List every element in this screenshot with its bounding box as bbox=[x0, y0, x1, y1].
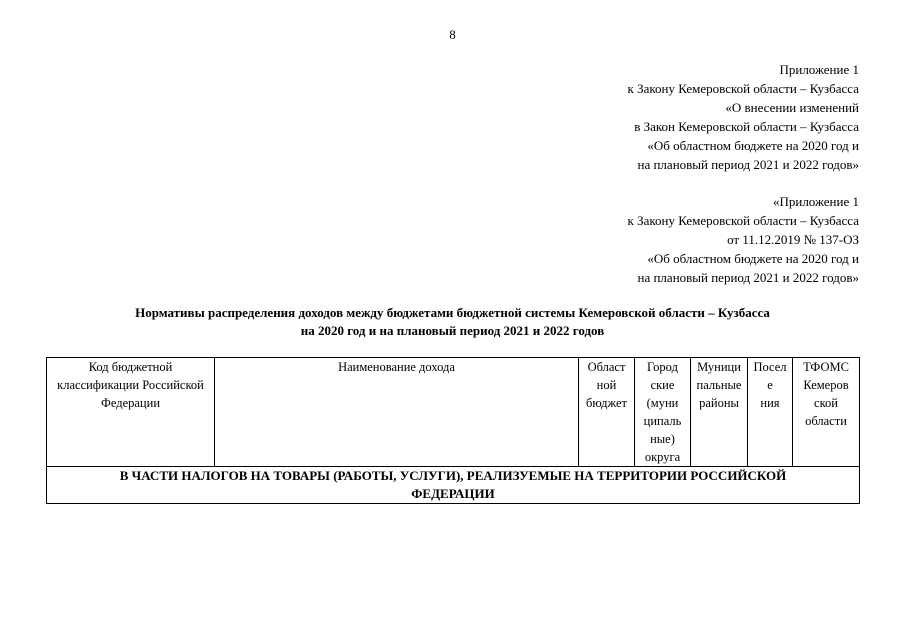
page-number: 8 bbox=[449, 27, 456, 42]
section-heading: В ЧАСТИ НАЛОГОВ НА ТОВАРЫ (РАБОТЫ, УСЛУГИ), РЕАЛИЗУЕМЫЕ НА ТЕРРИТОРИИ РОССИЙСКОЙ ФЕДЕРАЦИИ bbox=[47, 467, 860, 504]
appendix-header-line: в Закон Кемеровской области – Кузбасса bbox=[634, 119, 859, 134]
column-header-urban-districts: Город ские (муни ципаль ные) округа bbox=[635, 358, 691, 467]
table-header-row bbox=[47, 358, 860, 467]
appendix-original-line: к Закону Кемеровской области – Кузбасса bbox=[627, 213, 859, 228]
column-header-income-name: Наименование дохода bbox=[215, 358, 579, 467]
appendix-header-line: к Закону Кемеровской области – Кузбасса bbox=[627, 81, 859, 96]
appendix-header-line: «О внесении изменений bbox=[725, 100, 859, 115]
appendix-header-line: «Об областном бюджете на 2020 год и bbox=[647, 138, 859, 153]
appendix-header bbox=[439, 60, 859, 174]
appendix-original-line: «Об областном бюджете на 2020 год и bbox=[647, 251, 859, 266]
revenue-distribution-table bbox=[46, 357, 860, 504]
table-section-row bbox=[47, 467, 860, 504]
column-header-settlements: Посел е ния bbox=[748, 358, 793, 467]
appendix-header-line: на плановый период 2021 и 2022 годов» bbox=[637, 157, 859, 172]
column-header-tfoms: ТФОМС Кемеров ской области bbox=[793, 358, 860, 467]
document-title-line: на 2020 год и на плановый период 2021 и 2022 годов bbox=[300, 323, 605, 338]
appendix-original-line: от 11.12.2019 № 137-ОЗ bbox=[727, 232, 859, 247]
column-header-budget-code: Код бюджетной классификации Российской Федерации bbox=[47, 358, 215, 467]
appendix-original-line: на плановый период 2021 и 2022 годов» bbox=[637, 270, 859, 285]
column-header-regional-budget: Област ной бюджет bbox=[579, 358, 635, 467]
appendix-original-line: «Приложение 1 bbox=[772, 194, 859, 209]
column-header-municipal-districts: Муници пальные районы bbox=[691, 358, 748, 467]
appendix-header-line: Приложение 1 bbox=[779, 62, 859, 77]
appendix-original-header bbox=[439, 192, 859, 287]
document-title bbox=[0, 304, 905, 340]
document-title-line: Нормативы распределения доходов между бюджетами бюджетной системы Кемеровской области – Кузбасса bbox=[135, 305, 770, 320]
